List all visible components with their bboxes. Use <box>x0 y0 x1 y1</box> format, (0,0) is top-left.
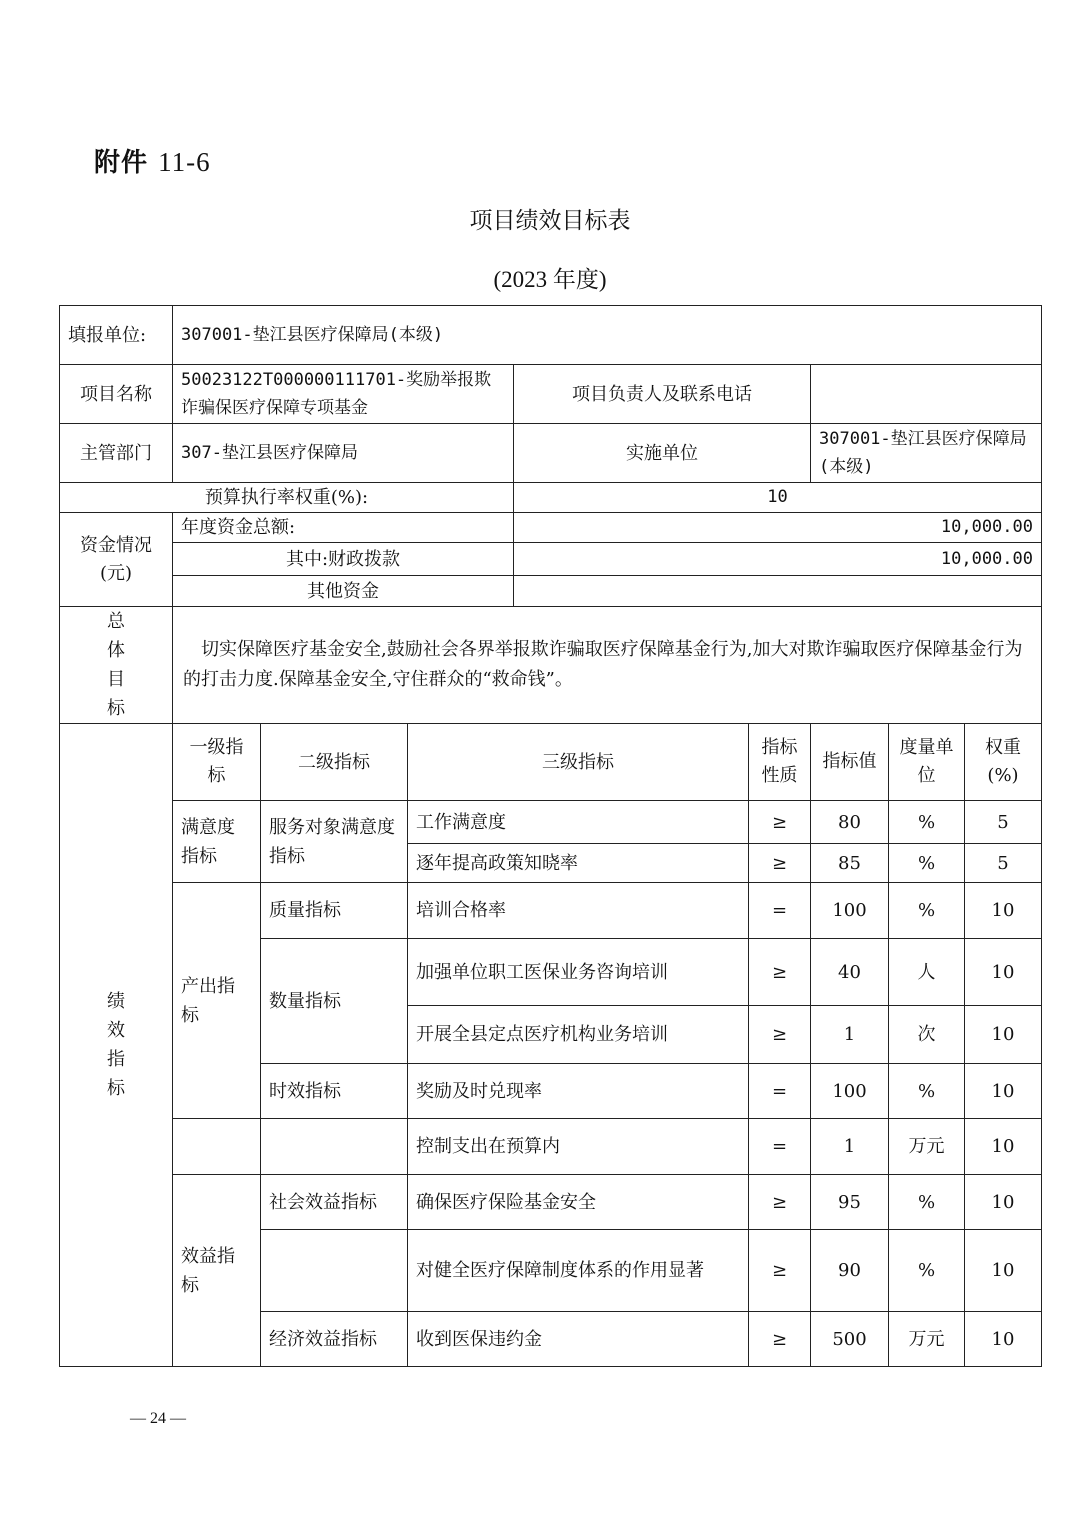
nature-cell: ≥ <box>749 1312 811 1367</box>
indicator-row <box>60 801 1042 844</box>
goal-label <box>60 607 173 724</box>
annual-total-value: 10,000.00 <box>514 513 1042 543</box>
goal-text: 切实保障医疗基金安全,鼓励社会各界举报欺诈骗取医疗保障基金行为,加大对欺诈骗取医疗保障基金行为的打击力度.保障基金安全,守住群众的“救命钱”。 <box>173 607 1042 724</box>
unit-cell: 万元 <box>889 1119 965 1175</box>
filling-unit-value: 307001-垫江县医疗保障局(本级) <box>173 306 1042 365</box>
level2-cell: 质量指标 <box>261 883 408 939</box>
value-cell: 90 <box>811 1230 889 1312</box>
level3-cell: 逐年提高政策知晓率 <box>408 844 749 883</box>
value-cell: 85 <box>811 844 889 883</box>
unit-cell: 次 <box>889 1006 965 1064</box>
impl-unit-label: 实施单位 <box>514 424 811 483</box>
weight-cell: 10 <box>965 1175 1042 1230</box>
attachment-number: 11-6 <box>158 147 211 177</box>
level3-cell: 收到医保违约金 <box>408 1312 749 1367</box>
weight-cell: 5 <box>965 801 1042 844</box>
header-weight: 权重(%) <box>965 724 1042 801</box>
other-funds-value <box>514 576 1042 607</box>
nature-cell: = <box>749 1064 811 1119</box>
project-leader-value <box>811 365 1042 424</box>
goal-label-char: 总 <box>107 611 125 632</box>
attachment-label-text: 附件 <box>94 148 149 178</box>
annual-total-label: 年度资金总额: <box>173 513 514 543</box>
performance-target-table <box>59 305 1042 1367</box>
level3-cell: 确保医疗保险基金安全 <box>408 1175 749 1230</box>
page-number: — 24 — <box>130 1410 186 1427</box>
budget-weight-label: 预算执行率权重(%): <box>60 483 514 513</box>
row-department <box>60 424 1042 483</box>
row-budget-weight <box>60 483 1042 513</box>
budget-weight-value: 10 <box>514 483 1042 513</box>
indicators-section-label <box>60 724 173 1367</box>
goal-label-char: 目 <box>107 669 125 690</box>
level3-cell: 奖励及时兑现率 <box>408 1064 749 1119</box>
row-fiscal <box>60 543 1042 576</box>
nature-cell: ≥ <box>749 1006 811 1064</box>
fiscal-label: 其中:财政拨款 <box>173 543 514 576</box>
level2-cell: 数量指标 <box>261 939 408 1064</box>
level2-cell <box>261 1230 408 1312</box>
nature-cell: = <box>749 1119 811 1175</box>
funds-label: 资金情况(元) <box>60 513 173 607</box>
dept-value: 307-垫江县医疗保障局 <box>173 424 514 483</box>
weight-cell: 10 <box>965 1006 1042 1064</box>
indicator-row <box>60 883 1042 939</box>
header-level3: 三级指标 <box>408 724 749 801</box>
nature-cell: ≥ <box>749 1230 811 1312</box>
nature-cell: ≥ <box>749 844 811 883</box>
value-cell: 100 <box>811 1064 889 1119</box>
impl-unit-value: 307001-垫江县医疗保障局(本级) <box>811 424 1042 483</box>
weight-cell: 10 <box>965 939 1042 1006</box>
indicator-row <box>60 1119 1042 1175</box>
value-cell: 500 <box>811 1312 889 1367</box>
unit-cell: % <box>889 1175 965 1230</box>
header-level1: 一级指标 <box>173 724 261 801</box>
level3-cell: 控制支出在预算内 <box>408 1119 749 1175</box>
year-prefix: (2023 <box>493 267 548 292</box>
indicators-label-char: 标 <box>107 1078 125 1099</box>
group-benefit: 效益指标 <box>173 1175 261 1367</box>
other-funds-label: 其他资金 <box>173 576 514 607</box>
level2-cell: 经济效益指标 <box>261 1312 408 1367</box>
value-cell: 1 <box>811 1119 889 1175</box>
level3-cell: 加强单位职工医保业务咨询培训 <box>408 939 749 1006</box>
unit-cell: 人 <box>889 939 965 1006</box>
row-overall-goal <box>60 607 1042 724</box>
weight-cell: 10 <box>965 1230 1042 1312</box>
unit-cell: % <box>889 1230 965 1312</box>
level1-cell-empty <box>173 1119 261 1175</box>
level3-cell: 开展全县定点医疗机构业务培训 <box>408 1006 749 1064</box>
value-cell: 40 <box>811 939 889 1006</box>
header-value: 指标值 <box>811 724 889 801</box>
header-unit: 度量单位 <box>889 724 965 801</box>
level2-cell <box>261 1119 408 1175</box>
page-subtitle <box>0 261 1074 294</box>
project-leader-label: 项目负责人及联系电话 <box>514 365 811 424</box>
value-cell: 80 <box>811 801 889 844</box>
level2-cell: 时效指标 <box>261 1064 408 1119</box>
weight-cell: 10 <box>965 1312 1042 1367</box>
indicators-label-char: 效 <box>107 1020 125 1041</box>
page-title: 项目绩效目标表 <box>469 208 631 234</box>
nature-cell: = <box>749 883 811 939</box>
year-suffix: 年度) <box>547 267 607 292</box>
fiscal-value: 10,000.00 <box>514 543 1042 576</box>
unit-cell: % <box>889 844 965 883</box>
filling-unit-label: 填报单位: <box>60 306 173 365</box>
level3-cell: 工作满意度 <box>408 801 749 844</box>
level3-cell: 对健全医疗保障制度体系的作用显著 <box>408 1230 749 1312</box>
indicator-row <box>60 1175 1042 1230</box>
unit-cell: 万元 <box>889 1312 965 1367</box>
unit-cell: % <box>889 801 965 844</box>
level2-cell: 社会效益指标 <box>261 1175 408 1230</box>
row-annual-total <box>60 513 1042 543</box>
dept-label: 主管部门 <box>60 424 173 483</box>
nature-cell: ≥ <box>749 1175 811 1230</box>
row-project-name <box>60 365 1042 424</box>
goal-label-char: 体 <box>107 640 125 661</box>
row-filling-unit <box>60 306 1042 365</box>
level2-cell: 服务对象满意度指标 <box>261 801 408 883</box>
indicators-label-char: 指 <box>107 1049 125 1070</box>
weight-cell: 10 <box>965 1119 1042 1175</box>
header-nature: 指标性质 <box>749 724 811 801</box>
level3-cell: 培训合格率 <box>408 883 749 939</box>
row-indicator-header <box>60 724 1042 801</box>
weight-cell: 10 <box>965 883 1042 939</box>
value-cell: 95 <box>811 1175 889 1230</box>
indicators-label-char: 绩 <box>107 991 125 1012</box>
weight-cell: 10 <box>965 1064 1042 1119</box>
value-cell: 100 <box>811 883 889 939</box>
value-cell: 1 <box>811 1006 889 1064</box>
project-name-value: 50023122T000000111701-奖励举报欺诈骗保医疗保障专项基金 <box>173 365 514 424</box>
weight-cell: 5 <box>965 844 1042 883</box>
group-satisfaction: 满意度指标 <box>173 801 261 883</box>
unit-cell: % <box>889 883 965 939</box>
row-other-funds <box>60 576 1042 607</box>
header-level2: 二级指标 <box>261 724 408 801</box>
unit-cell: % <box>889 1064 965 1119</box>
nature-cell: ≥ <box>749 801 811 844</box>
project-name-label: 项目名称 <box>60 365 173 424</box>
nature-cell: ≥ <box>749 939 811 1006</box>
attachment-label <box>94 142 211 179</box>
goal-label-char: 标 <box>107 698 125 719</box>
group-output: 产出指标 <box>173 883 261 1119</box>
